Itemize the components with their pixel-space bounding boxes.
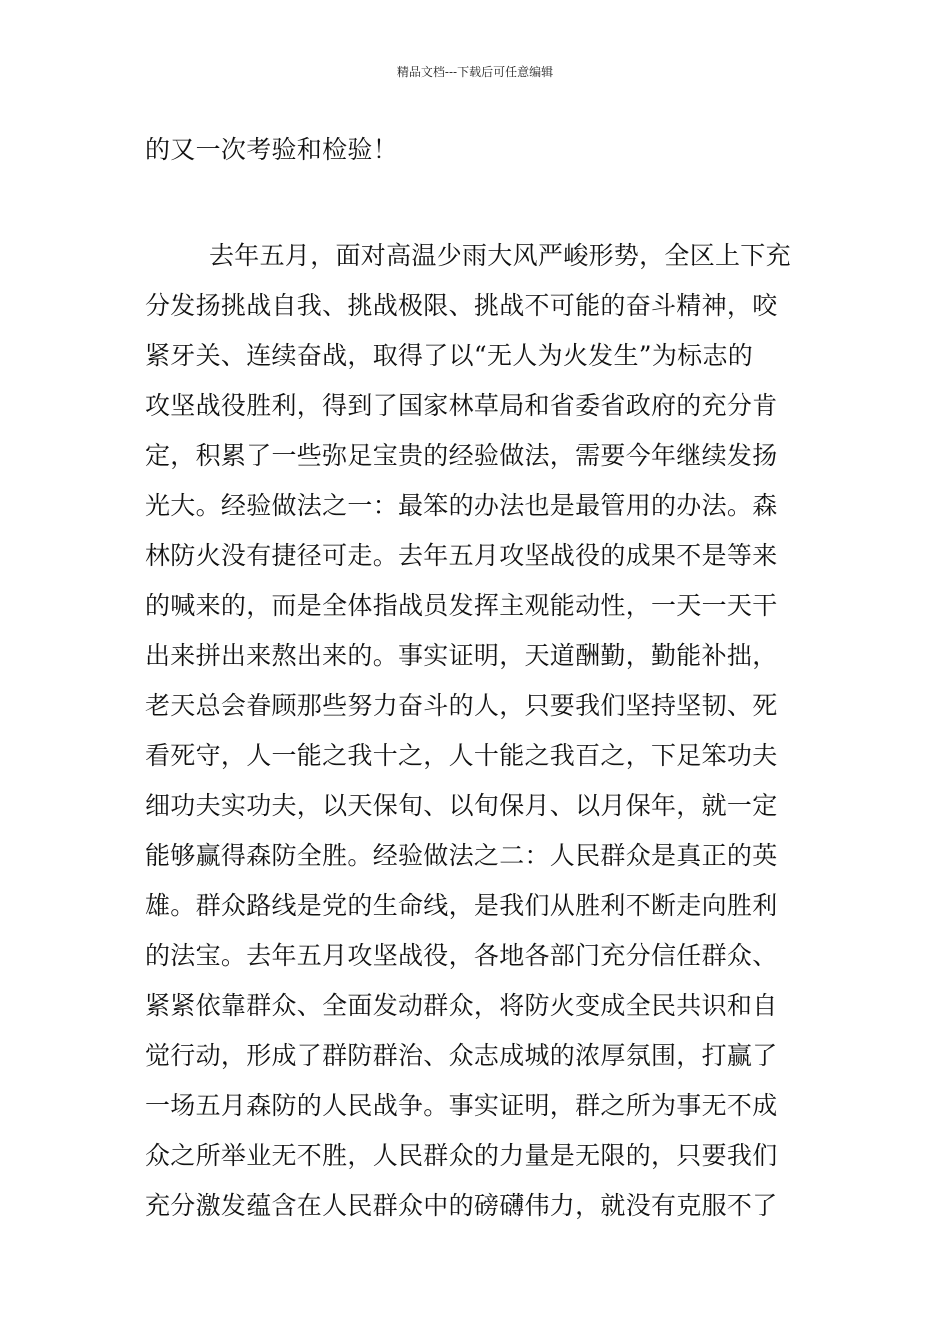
text-line: 充分激发蕴含在人民群众中的磅礴伟力，就没有克服不了 (145, 1191, 778, 1220)
text-line: 雄。群众路线是党的生命线，是我们从胜利不断走向胜利 (145, 891, 778, 920)
page-header: 精品文档---下载后可任意编辑 (396, 65, 554, 79)
text-line: 攻坚战役胜利，得到了国家林草局和省委省政府的充分肯 (145, 391, 778, 420)
text-line: 老天总会眷顾那些努力奋斗的人，只要我们坚持坚韧、死 (145, 691, 778, 720)
text-line: 分发扬挑战自我、挑战极限、挑战不可能的奋斗精神，咬 (145, 291, 778, 320)
text-line: 林防火没有捷径可走。去年五月攻坚战役的成果不是等来 (145, 541, 778, 570)
text-line: 定，积累了一些弥足宝贵的经验做法，需要今年继续发扬 (145, 441, 778, 470)
text-line: 的喊来的，而是全体指战员发挥主观能动性，一天一天干 (145, 591, 778, 620)
text-line: 出来拼出来熬出来的。事实证明，天道酬勤，勤能补拙， (145, 641, 778, 670)
text-line: 众之所举业无不胜，人民群众的力量是无限的，只要我们 (145, 1141, 778, 1170)
text-line: 能够赢得森防全胜。经验做法之二：人民群众是真正的英 (145, 841, 778, 870)
text-line: 紧紧依靠群众、全面发动群众，将防火变成全民共识和自 (145, 991, 778, 1020)
text-line: 光大。经验做法之一：最笨的办法也是最管用的办法。森 (145, 491, 778, 520)
text-line: 紧牙关、连续奋战，取得了以“无人为火发生”为标志的 (145, 341, 754, 370)
document-body (145, 125, 807, 1231)
text-line: 看死守，人一能之我十之，人十能之我百之，下足笨功夫 (145, 741, 778, 770)
text-line: 的法宝。去年五月攻坚战役，各地各部门充分信任群众、 (145, 941, 778, 970)
text-line: 去年五月，面对高温少雨大风严峻形势，全区上下充 (209, 241, 791, 270)
paragraph-spacing (145, 175, 807, 231)
text-line: 细功夫实功夫，以天保旬、以旬保月、以月保年，就一定 (145, 791, 778, 820)
text-line: 一场五月森防的人民战争。事实证明，群之所为事无不成 (145, 1091, 778, 1120)
text-line: 的又一次考验和检验！ (145, 135, 399, 164)
paragraph-1 (145, 125, 807, 175)
text-line: 觉行动，形成了群防群治、众志成城的浓厚氛围，打赢了 (145, 1041, 778, 1070)
paragraph-2 (145, 231, 807, 1231)
